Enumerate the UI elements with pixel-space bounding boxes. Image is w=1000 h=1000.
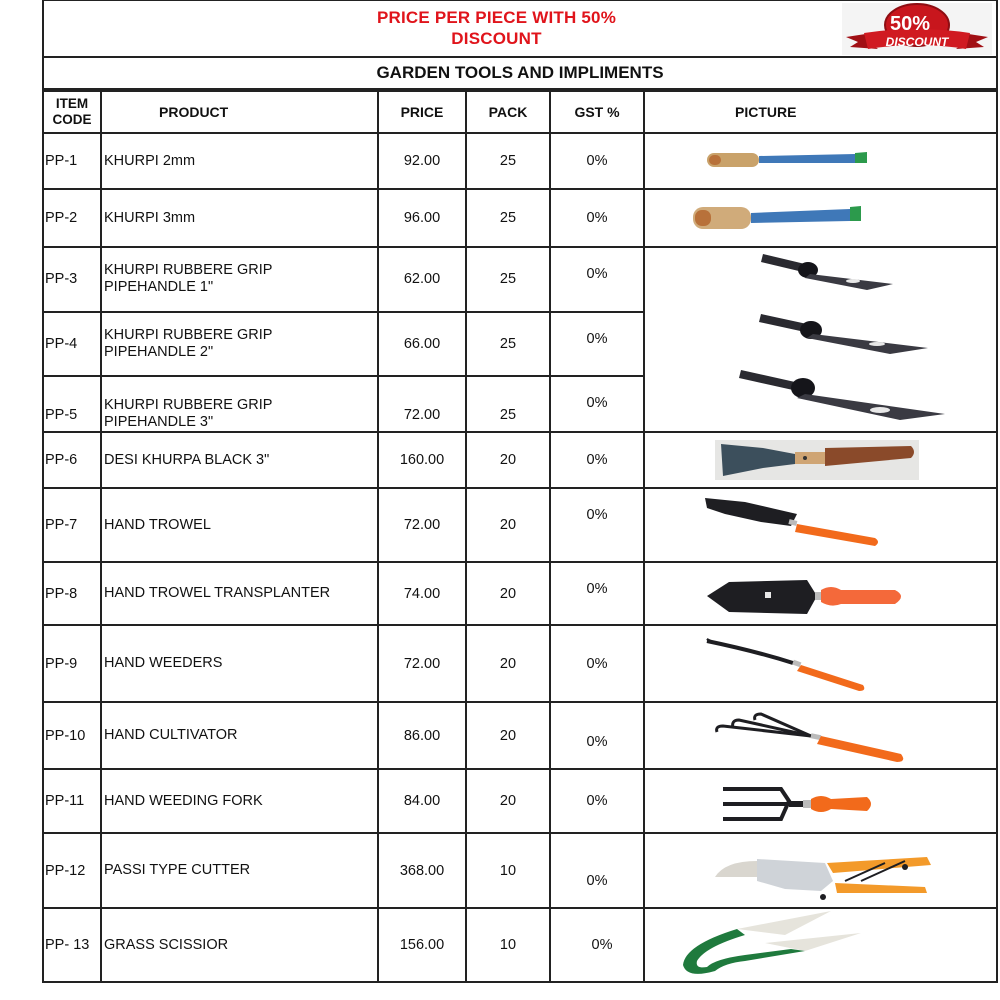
gst: 0% — [550, 833, 644, 908]
price: 72.00 — [378, 488, 466, 562]
gst: 0% — [550, 247, 644, 312]
product-name: GRASS SCISSIOR — [101, 908, 378, 982]
price: 84.00 — [378, 769, 466, 833]
gst: 0% — [550, 488, 644, 562]
item-code: PP-11 — [44, 769, 101, 833]
gst: 0% — [550, 432, 644, 488]
column-header-price: PRICE — [378, 91, 466, 133]
item-code: PP-3 — [44, 247, 101, 312]
product-name — [101, 247, 378, 312]
product-name-line-1: KHURPI RUBBERE GRIP — [104, 397, 273, 413]
product-name — [101, 376, 378, 432]
passi-cutter-image — [644, 833, 996, 908]
gst: 0% — [550, 908, 644, 982]
pack: 20 — [466, 769, 550, 833]
pack: 20 — [466, 488, 550, 562]
table-row — [44, 769, 996, 833]
gst: 0% — [550, 562, 644, 625]
item-code: PP-1 — [44, 133, 101, 189]
product-table — [44, 90, 996, 983]
gst: 0% — [550, 702, 644, 769]
product-name: HAND WEEDERS — [101, 625, 378, 702]
grass-scissor-image — [644, 908, 996, 982]
item-code-header-line-2: CODE — [52, 112, 92, 127]
section-title: GARDEN TOOLS AND IMPLIMENTS — [44, 58, 996, 90]
product-name-line-2: PIPEHANDLE 1" — [104, 279, 214, 296]
column-header-gst: GST % — [550, 91, 644, 133]
hand-weeder-image — [644, 625, 996, 702]
table-header-row — [44, 91, 996, 133]
price: 66.00 — [378, 312, 466, 377]
pack: 25 — [466, 189, 550, 247]
banner-headline — [44, 7, 949, 49]
banner-line-1: PRICE PER PIECE WITH 50% — [376, 8, 617, 27]
hand-trowel-image — [644, 488, 996, 562]
pack: 20 — [466, 432, 550, 488]
table-row — [44, 562, 996, 625]
table-row — [44, 488, 996, 562]
item-code: PP-8 — [44, 562, 101, 625]
pack: 25 — [466, 133, 550, 189]
item-code: PP-4 — [44, 312, 101, 377]
pack: 10 — [466, 908, 550, 982]
table-row — [44, 133, 996, 189]
column-header-item-code — [44, 91, 101, 133]
gst: 0% — [550, 133, 644, 189]
table-row — [44, 833, 996, 908]
table-row — [44, 432, 996, 488]
banner-line-2: DISCOUNT — [451, 29, 542, 48]
discount-banner — [44, 0, 996, 58]
gst: 0% — [550, 312, 644, 377]
product-name: PASSI TYPE CUTTER — [101, 833, 378, 908]
table-row — [44, 189, 996, 247]
item-code: PP-6 — [44, 432, 101, 488]
price: 160.00 — [378, 432, 466, 488]
table-row — [44, 625, 996, 702]
khurpi-3mm-image — [644, 189, 996, 247]
pack: 25 — [466, 247, 550, 312]
desi-khurpa-image — [644, 432, 996, 488]
product-name — [101, 312, 378, 377]
product-name-line-2: PIPEHANDLE 3" — [104, 414, 214, 430]
product-name: HAND CULTIVATOR — [101, 702, 378, 769]
price: 86.00 — [378, 702, 466, 769]
item-code: PP-12 — [44, 833, 101, 908]
pack: 10 — [466, 833, 550, 908]
svg-text:DISCOUNT: DISCOUNT — [885, 35, 949, 49]
product-name-line-2: PIPEHANDLE 2" — [104, 344, 214, 361]
column-header-picture: PICTURE — [644, 91, 996, 133]
pack: 20 — [466, 702, 550, 769]
pack: 25 — [466, 312, 550, 377]
item-code: PP-2 — [44, 189, 101, 247]
item-code: PP-9 — [44, 625, 101, 702]
product-name: HAND WEEDING FORK — [101, 769, 378, 833]
price: 72.00 — [378, 625, 466, 702]
item-code: PP-7 — [44, 488, 101, 562]
product-name: HAND TROWEL TRANSPLANTER — [101, 562, 378, 625]
item-code: PP-5 — [44, 376, 101, 432]
rubber-grip-khurpi-image — [644, 247, 996, 432]
table-row — [44, 247, 996, 312]
trowel-transplanter-image — [644, 562, 996, 625]
svg-text:50%: 50% — [889, 13, 931, 35]
pack: 20 — [466, 625, 550, 702]
khurpi-2mm-image — [644, 133, 996, 189]
price: 92.00 — [378, 133, 466, 189]
product-name-line-1: KHURPI RUBBERE GRIP — [104, 262, 273, 279]
product-name: KHURPI 2mm — [101, 133, 378, 189]
gst: 0% — [550, 625, 644, 702]
price: 62.00 — [378, 247, 466, 312]
gst: 0% — [550, 376, 644, 432]
gst: 0% — [550, 769, 644, 833]
table-row — [44, 702, 996, 769]
table-row — [44, 908, 996, 982]
price: 72.00 — [378, 376, 466, 432]
price: 96.00 — [378, 189, 466, 247]
product-name: KHURPI 3mm — [101, 189, 378, 247]
gst: 0% — [550, 189, 644, 247]
price: 368.00 — [378, 833, 466, 908]
discount-badge-icon — [842, 3, 992, 55]
item-code: PP- 13 — [44, 908, 101, 982]
product-name-line-1: KHURPI RUBBERE GRIP — [104, 327, 273, 344]
product-name: DESI KHURPA BLACK 3" — [101, 432, 378, 488]
weeding-fork-image — [644, 769, 996, 833]
column-header-pack: PACK — [466, 91, 550, 133]
pack: 25 — [466, 376, 550, 432]
pack: 20 — [466, 562, 550, 625]
hand-cultivator-image — [644, 702, 996, 769]
product-name: HAND TROWEL — [101, 488, 378, 562]
item-code: PP-10 — [44, 702, 101, 769]
price: 74.00 — [378, 562, 466, 625]
price: 156.00 — [378, 908, 466, 982]
column-header-product: PRODUCT — [101, 91, 378, 133]
price-list-sheet — [42, 0, 998, 983]
item-code-header-line-1: ITEM — [55, 96, 89, 111]
